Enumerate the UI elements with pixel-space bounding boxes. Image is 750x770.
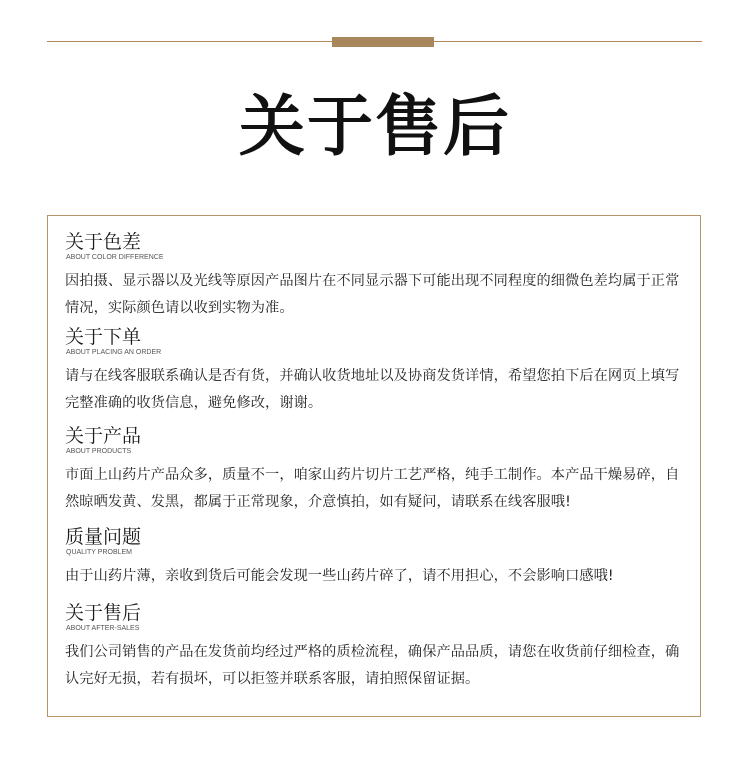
top-divider-accent	[332, 37, 434, 47]
section-placing-order	[65, 326, 690, 417]
section-title: 关于下单	[65, 326, 142, 348]
section-body: 我们公司销售的产品在发货前均经过严格的质检流程，确保产品品质，请您在收货前仔细检查，确认完好无损，若有损坏，可以拒签并联系客服，请拍照保留证据。	[65, 644, 680, 687]
section-title: 关于色差	[65, 231, 142, 253]
after-sales-info-box	[47, 215, 701, 717]
section-title: 关于售后	[65, 602, 142, 624]
section-title: 质量问题	[65, 526, 142, 548]
section-subtitle: ABOUT AFTER-SALES	[66, 625, 140, 632]
section-title: 关于产品	[65, 425, 142, 447]
section-quality-problem	[65, 526, 690, 590]
section-after-sales	[65, 602, 690, 693]
section-subtitle: QUALITY PROBLEM	[66, 549, 133, 556]
page-title: 关于售后	[239, 87, 511, 165]
section-subtitle: ABOUT COLOR DIFFERENCE	[66, 254, 164, 261]
section-body: 因拍摄、显示器以及光线等原因产品图片在不同显示器下可能出现不同程度的细微色差均属于正常情况，实际颜色请以收到实物为准。	[65, 273, 680, 316]
section-subtitle: ABOUT PRODUCTS	[66, 448, 132, 455]
section-body: 由于山药片薄，亲收到货后可能会发现一些山药片碎了，请不用担心，不会影响口感哦!	[65, 568, 614, 584]
section-body: 市面上山药片产品众多，质量不一，咱家山药片切片工艺严格，纯手工制作。本产品干燥易碎，自然晾晒发黄、发黑，都属于正常现象，介意慎拍，如有疑问，请联系在线客服哦!	[65, 467, 680, 510]
section-color-difference	[65, 231, 690, 322]
section-body: 请与在线客服联系确认是否有货，并确认收货地址以及协商发货详情，希望您拍下后在网页上填写完整准确的收货信息，避免修改，谢谢。	[65, 368, 680, 411]
section-products	[65, 425, 690, 516]
section-subtitle: ABOUT PLACING AN ORDER	[66, 349, 162, 356]
